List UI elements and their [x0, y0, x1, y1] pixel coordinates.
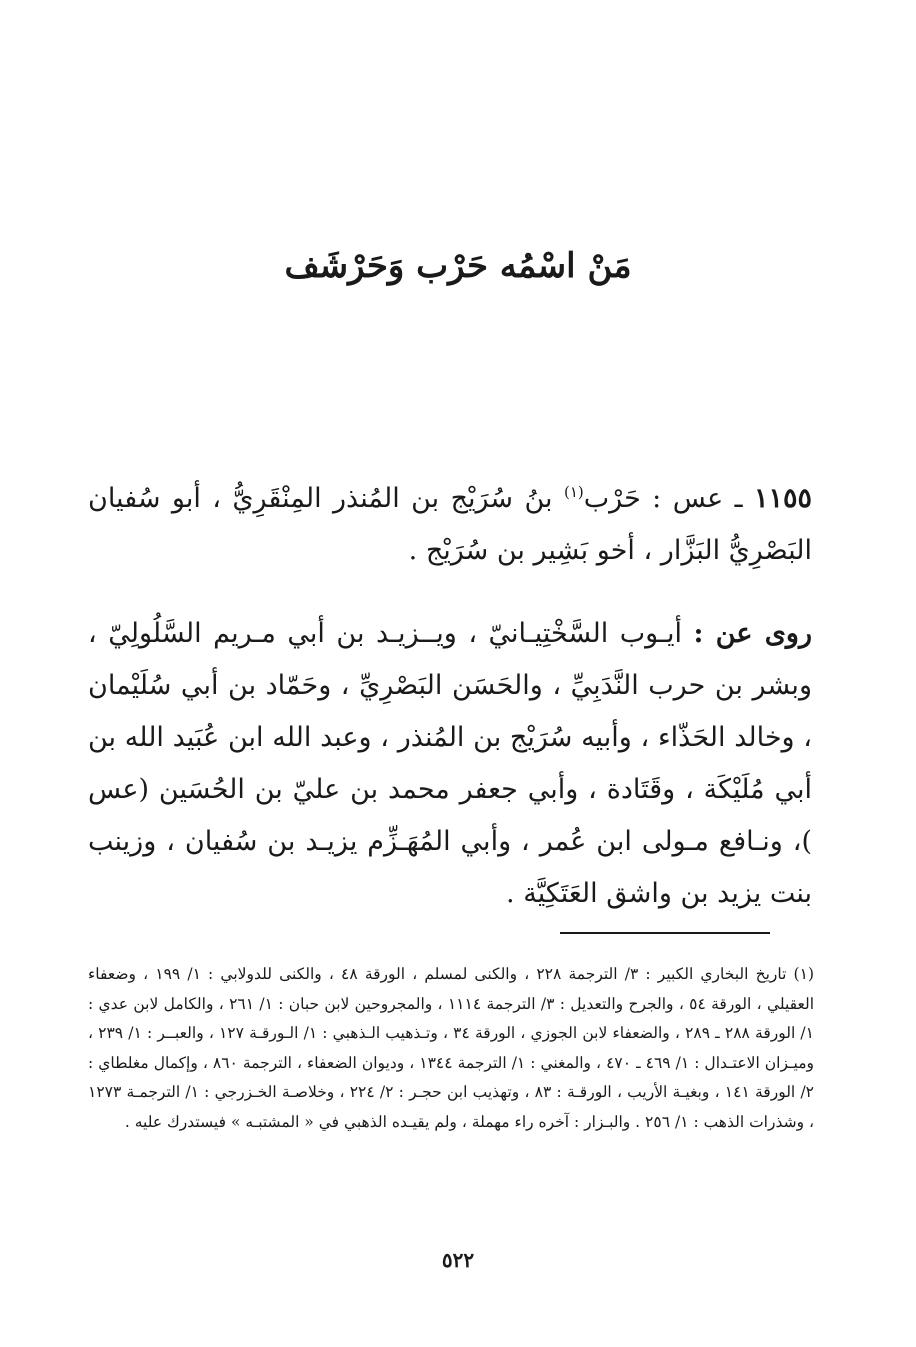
entry-lineage: بنُ سُرَيْج بن المُنذر المِنْقَرِيُّ ، أبو سُفيان البَصْرِيُّ البَزَّار ، أخو بَشِير بن سُرَيْج .	[88, 483, 812, 566]
footnote-separator	[560, 932, 770, 934]
narrated-from-label: روى عن :	[693, 618, 812, 649]
biography-entry-header: ١١٥٥ ـ عس : حَرْب$^{(١)}$ بنُ سُرَيْج بن المُنذر المِنْقَرِيُّ ، أبو سُفيان البَصْرِيُّ البَزَّار ، أخو بَشِير بن سُرَيْج .	[88, 483, 813, 566]
chapter-title: مَنْ اسْمُه حَرْب وَحَرْشَف	[284, 246, 632, 286]
footnote: (١) تاريخ البخاري الكبير : ٣/ الترجمة ٢٢٨ ، والكنى لمسلم ، الورقة ٤٨ ، والكنى للدولابي : ١/ ١٩٩ ، وضعفاء العقيلي ، الورقة ٥٤ ، والجرح والتعديل : ٣/ الترجمة ١١١٤ ، والمجروحين لابن حبان : ١/ ٢٦١ ، والكامل لابن عدي : ١/ الورقة ٢٨٨ ـ ٢٨٩ ، والضعفاء لابن الجوزي ، الورقة ٣٤ ، وتـذهيب الـذهبي : ١/ الـورقـة ١٢٧ ، والعبــر : ١/ ٢٣٩ ، وميـزان الاعتـدال : ١/ ٤٦٩ ـ ٤٧٠ ، والمغني : ١/ الترجمة ١٣٤٤ ، وديوان الضعفاء ، الترجمة ٨٦٠ ، وإكمال مغلطاي : ٢/ الورقة ١٤١ ، وبغيـة الأريب ، الورقـة : ٨٣ ، وتهذيب ابن حجـر : ٢/ ٢٢٤ ، وخلاصـة الخـزرجي : ١/ الترجمـة ١٢٧٣ ، وشذرات الذهب : ١/ ٢٥٦ . والبـزار : آخره راء مهملة ، ولم يقيـده الذهبي في « المشتبـه » فيستدرك عليه .	[88, 965, 815, 1131]
narrated-from-text: أيـوب السَّخْتِيـانيّ ، ويــزيـد بن أبي مـريم السَّلُولِيّ ، وبشر بن حرب النَّدَبِيِّ ، والحَسَن البَصْرِيِّ ، وحَمّاد بن أبي سُلَيْمان ، وخالد الحَذّاء ، وأبيه سُرَيْج بن المُنذر ، وعبد الله ابن عُبَيد الله بن أبي مُلَيْكَة ، وقَتَادة ، وأبي جعفر محمد بن عليّ بن الحُسَين (عس )، ونـافع مـولى ابن عُمر ، وأبي المُهَـزِّم يزيـد بن سُفيان ، وزينب بنت يزيد بن واشق العَتَكِيَّة .	[88, 618, 812, 909]
footnote-reference[interactable]: (١)	[563, 483, 584, 501]
entry-number: ١١٥٥	[754, 483, 813, 514]
narrated-from-paragraph	[88, 608, 812, 920]
entry-name: حَرْب	[583, 483, 641, 514]
entry-symbols: عس	[672, 483, 724, 514]
page-number: ٥٢٢	[441, 1248, 475, 1272]
